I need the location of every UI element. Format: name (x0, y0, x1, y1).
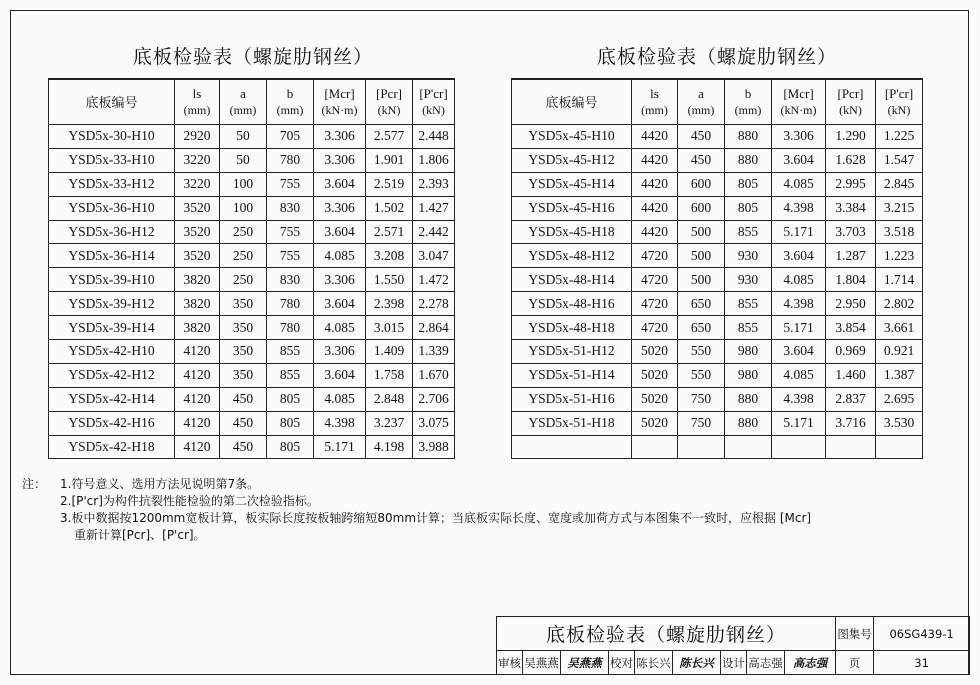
cell-b: 930 (725, 244, 772, 268)
cell-ls: 4420 (632, 172, 678, 196)
cell-b: 880 (725, 411, 772, 435)
cell-code: YSD5x-51-H16 (512, 387, 632, 411)
header-pcr-unit: (kN) (839, 103, 862, 117)
cell-code: YSD5x-39-H12 (49, 292, 175, 316)
cell-ls: 4120 (175, 387, 220, 411)
cell-mcr: 3.306 (314, 340, 366, 364)
cell-ls: 4120 (175, 340, 220, 364)
cell-a: 500 (678, 268, 725, 292)
cell-code: YSD5x-33-H12 (49, 172, 175, 196)
cell-pcr2: 2.393 (413, 172, 455, 196)
cell-pcr2: 2.278 (413, 292, 455, 316)
table-row (512, 244, 923, 268)
cell-pcr: 1.804 (826, 268, 876, 292)
cell-b: 755 (267, 220, 314, 244)
cell-ls: 4420 (632, 220, 678, 244)
cell-pcr: 2.837 (826, 387, 876, 411)
cell-pcr: 1.460 (826, 363, 876, 387)
cell-pcr2: 1.339 (413, 340, 455, 364)
cell-mcr: 3.306 (314, 125, 366, 149)
cell-a: 450 (220, 435, 267, 459)
cell-code: YSD5x-42-H18 (49, 435, 175, 459)
table-row (512, 172, 923, 196)
cell-pcr: 3.384 (826, 196, 876, 220)
cell-b: 855 (267, 363, 314, 387)
table-header-row (512, 79, 923, 125)
cell-ls: 3520 (175, 196, 220, 220)
cell-mcr: 4.085 (314, 387, 366, 411)
cell-pcr2: 2.706 (413, 387, 455, 411)
cell-mcr (772, 435, 826, 459)
cell-ls: 4120 (175, 363, 220, 387)
cell-mcr: 4.085 (314, 244, 366, 268)
cell-b: 855 (725, 220, 772, 244)
table-row (49, 411, 455, 435)
header-pcr2-symbol: [P'cr] (419, 86, 448, 101)
cell-pcr2: 1.547 (876, 148, 923, 172)
cell-code: YSD5x-48-H14 (512, 268, 632, 292)
cell-a: 450 (220, 411, 267, 435)
table-row (49, 148, 455, 172)
cell-pcr: 2.577 (366, 125, 413, 149)
atlas-label: 图集号 (836, 617, 874, 651)
cell-mcr: 5.171 (772, 411, 826, 435)
title-block (496, 616, 969, 675)
table-row (49, 387, 455, 411)
cell-pcr2: 2.845 (876, 172, 923, 196)
table-row (512, 387, 923, 411)
table-row (49, 363, 455, 387)
cell-mcr: 3.306 (314, 148, 366, 172)
table-row (49, 292, 455, 316)
cell-pcr2: 3.988 (413, 435, 455, 459)
cell-pcr2: 2.802 (876, 292, 923, 316)
cell-a: 250 (220, 220, 267, 244)
cell-mcr: 3.306 (314, 196, 366, 220)
cell-ls: 3820 (175, 268, 220, 292)
header-code: 底板编号 (512, 79, 632, 125)
cell-ls: 3220 (175, 172, 220, 196)
header-b (725, 79, 772, 125)
header-code: 底板编号 (49, 79, 175, 125)
header-pcr2-unit: (kN) (887, 103, 911, 117)
header-a-unit: (mm) (229, 103, 257, 117)
cell-a: 450 (678, 125, 725, 149)
cell-code: YSD5x-39-H10 (49, 268, 175, 292)
cell-ls: 4420 (632, 125, 678, 149)
cell-b: 755 (267, 244, 314, 268)
design-label: 设计 (721, 651, 747, 675)
table-row (512, 340, 923, 364)
header-pcr-symbol: [Pcr] (376, 86, 402, 101)
cell-mcr: 5.171 (772, 220, 826, 244)
cell-b (725, 435, 772, 459)
table-row (49, 125, 455, 149)
cell-a: 500 (678, 220, 725, 244)
cell-pcr2: 2.695 (876, 387, 923, 411)
table-row (512, 435, 923, 459)
cell-code: YSD5x-51-H18 (512, 411, 632, 435)
header-mcr (772, 79, 826, 125)
cell-b: 830 (267, 196, 314, 220)
cell-code: YSD5x-51-H12 (512, 340, 632, 364)
header-ls-symbol: ls (192, 86, 202, 101)
cell-b: 705 (267, 125, 314, 149)
cell-mcr: 3.604 (314, 220, 366, 244)
table-row (49, 172, 455, 196)
table-row (49, 268, 455, 292)
cell-b: 980 (725, 340, 772, 364)
header-pcr (826, 79, 876, 125)
atlas-number: 06SG439-1 (874, 617, 970, 651)
cell-mcr: 3.604 (314, 292, 366, 316)
table-row (49, 316, 455, 340)
cell-ls: 5020 (632, 363, 678, 387)
cell-pcr2: 2.442 (413, 220, 455, 244)
cell-code: YSD5x-48-H16 (512, 292, 632, 316)
cell-a: 550 (678, 340, 725, 364)
cell-code: YSD5x-42-H10 (49, 340, 175, 364)
cell-b: 780 (267, 316, 314, 340)
cell-pcr: 3.854 (826, 316, 876, 340)
title-block-title: 底板检验表（螺旋肋钢丝） (497, 617, 836, 651)
page-number: 31 (874, 651, 970, 675)
note-1: 1.符号意义、选用方法见说明第7条。 (60, 477, 260, 491)
note-2: 2.[P'cr]为构件抗裂性能检验的第二次检验指标。 (60, 494, 319, 508)
cell-mcr: 4.085 (772, 172, 826, 196)
cell-b: 780 (267, 148, 314, 172)
header-ls (175, 79, 220, 125)
cell-a: 650 (678, 292, 725, 316)
check-name: 陈长兴 (635, 651, 673, 675)
cell-ls: 4120 (175, 435, 220, 459)
cell-pcr2: 3.215 (876, 196, 923, 220)
cell-b: 755 (267, 172, 314, 196)
header-pcr2-unit: (kN) (422, 103, 445, 117)
table-row (512, 196, 923, 220)
design-name: 高志强 (747, 651, 785, 675)
cell-pcr: 1.290 (826, 125, 876, 149)
review-name: 吴燕燕 (523, 651, 561, 675)
check-label: 校对 (609, 651, 635, 675)
table-row (49, 220, 455, 244)
cell-mcr: 3.604 (314, 172, 366, 196)
cell-b: 855 (725, 316, 772, 340)
cell-mcr: 4.398 (772, 387, 826, 411)
cell-pcr2: 0.921 (876, 340, 923, 364)
cell-mcr: 4.085 (314, 316, 366, 340)
cell-mcr: 3.604 (772, 340, 826, 364)
cell-a (678, 435, 725, 459)
cell-mcr: 4.398 (772, 292, 826, 316)
cell-ls: 5020 (632, 340, 678, 364)
cell-b: 880 (725, 387, 772, 411)
notes-label: 注： (22, 477, 47, 491)
header-a-symbol: a (698, 86, 704, 101)
header-mcr-unit: (kN·m) (780, 103, 817, 117)
cell-mcr: 4.085 (772, 268, 826, 292)
cell-pcr2 (876, 435, 923, 459)
cell-pcr2: 3.518 (876, 220, 923, 244)
cell-a: 500 (678, 244, 725, 268)
table-row (49, 340, 455, 364)
cell-b: 855 (725, 292, 772, 316)
cell-a: 350 (220, 316, 267, 340)
cell-pcr: 3.208 (366, 244, 413, 268)
page-label: 页 (836, 651, 874, 675)
cell-code: YSD5x-36-H12 (49, 220, 175, 244)
cell-a: 350 (220, 340, 267, 364)
header-pcr2-symbol: [P'cr] (884, 86, 914, 101)
cell-a: 50 (220, 125, 267, 149)
cell-a: 450 (678, 148, 725, 172)
cell-pcr: 1.502 (366, 196, 413, 220)
cell-pcr2: 3.075 (413, 411, 455, 435)
header-a-symbol: a (240, 86, 246, 101)
cell-a: 350 (220, 363, 267, 387)
cell-code: YSD5x-39-H14 (49, 316, 175, 340)
cell-b: 805 (725, 196, 772, 220)
cell-ls: 5020 (632, 411, 678, 435)
cell-pcr2: 1.714 (876, 268, 923, 292)
cell-code: YSD5x-42-H14 (49, 387, 175, 411)
left-table-title: 底板检验表（螺旋肋钢丝） (133, 46, 374, 68)
cell-mcr: 3.306 (772, 125, 826, 149)
cell-code: YSD5x-42-H12 (49, 363, 175, 387)
cell-ls: 4420 (632, 196, 678, 220)
cell-a: 350 (220, 292, 267, 316)
header-b-unit: (mm) (276, 103, 304, 117)
cell-mcr: 3.604 (314, 363, 366, 387)
header-b-unit: (mm) (734, 103, 762, 117)
cell-code: YSD5x-45-H18 (512, 220, 632, 244)
cell-pcr2: 2.448 (413, 125, 455, 149)
header-b (267, 79, 314, 125)
cell-ls (632, 435, 678, 459)
header-pcr2 (413, 79, 455, 125)
cell-code: YSD5x-36-H10 (49, 196, 175, 220)
header-mcr (314, 79, 366, 125)
cell-a: 750 (678, 387, 725, 411)
cell-pcr: 3.716 (826, 411, 876, 435)
cell-ls: 3820 (175, 316, 220, 340)
cell-b: 980 (725, 363, 772, 387)
cell-ls: 4720 (632, 292, 678, 316)
cell-pcr: 3.237 (366, 411, 413, 435)
cell-mcr: 4.085 (772, 363, 826, 387)
table-row (512, 268, 923, 292)
header-mcr-symbol: [Mcr] (324, 86, 355, 101)
cell-ls: 5020 (632, 387, 678, 411)
cell-ls: 4720 (632, 316, 678, 340)
cell-a: 50 (220, 148, 267, 172)
header-mcr-unit: (kN·m) (321, 103, 358, 117)
cell-mcr: 4.398 (314, 411, 366, 435)
cell-code: YSD5x-45-H16 (512, 196, 632, 220)
cell-pcr2: 1.670 (413, 363, 455, 387)
cell-a: 100 (220, 172, 267, 196)
header-pcr (366, 79, 413, 125)
header-ls-unit: (mm) (641, 103, 668, 117)
cell-pcr: 1.550 (366, 268, 413, 292)
cell-ls: 4420 (632, 148, 678, 172)
cell-pcr: 3.015 (366, 316, 413, 340)
cell-b: 855 (267, 340, 314, 364)
table-row (512, 220, 923, 244)
cell-a: 600 (678, 196, 725, 220)
cell-pcr: 1.409 (366, 340, 413, 364)
note-3: 3.板中数据按1200mm宽板计算，板实际长度按板轴跨缩短80mm计算；当底板实际长度、宽度或加荷方式与本图集不一致时，应根据 [Mcr] (60, 511, 812, 525)
cell-b: 930 (725, 268, 772, 292)
header-a (220, 79, 267, 125)
cell-a: 450 (220, 387, 267, 411)
header-a-unit: (mm) (687, 103, 715, 117)
cell-a: 250 (220, 244, 267, 268)
notes-block (22, 476, 811, 544)
table-row (512, 316, 923, 340)
cell-a: 650 (678, 316, 725, 340)
header-a (678, 79, 725, 125)
cell-ls: 4720 (632, 268, 678, 292)
left-inspection-table (48, 78, 455, 459)
cell-mcr: 3.604 (772, 244, 826, 268)
cell-ls: 3220 (175, 148, 220, 172)
header-ls (632, 79, 678, 125)
cell-mcr: 3.306 (314, 268, 366, 292)
cell-code: YSD5x-30-H10 (49, 125, 175, 149)
table-row (49, 196, 455, 220)
cell-mcr: 4.398 (772, 196, 826, 220)
cell-pcr: 2.519 (366, 172, 413, 196)
header-ls-unit: (mm) (183, 103, 211, 117)
header-mcr-symbol: [Mcr] (783, 86, 814, 101)
cell-ls: 3520 (175, 244, 220, 268)
cell-pcr2: 1.223 (876, 244, 923, 268)
cell-pcr: 1.628 (826, 148, 876, 172)
cell-pcr2: 3.047 (413, 244, 455, 268)
table-row (512, 292, 923, 316)
check-signature: 陈长兴 (673, 651, 721, 675)
cell-ls: 3520 (175, 220, 220, 244)
cell-ls: 3820 (175, 292, 220, 316)
cell-b: 805 (267, 387, 314, 411)
table-row (512, 125, 923, 149)
header-pcr2 (876, 79, 923, 125)
note-3-continued: 重新计算[Pcr]、[P'cr]。 (74, 528, 206, 542)
cell-ls: 4120 (175, 411, 220, 435)
table-row (49, 435, 455, 459)
header-ls-symbol: ls (650, 86, 659, 101)
cell-code: YSD5x-45-H12 (512, 148, 632, 172)
cell-pcr: 2.950 (826, 292, 876, 316)
table-row (512, 411, 923, 435)
cell-pcr: 4.198 (366, 435, 413, 459)
cell-pcr (826, 435, 876, 459)
cell-mcr: 5.171 (314, 435, 366, 459)
review-signature: 吴燕燕 (561, 651, 609, 675)
cell-pcr: 0.969 (826, 340, 876, 364)
cell-pcr2: 1.472 (413, 268, 455, 292)
cell-b: 830 (267, 268, 314, 292)
cell-pcr2: 2.864 (413, 316, 455, 340)
cell-a: 100 (220, 196, 267, 220)
header-b-symbol: b (286, 86, 294, 101)
table-row (512, 363, 923, 387)
cell-code: YSD5x-45-H14 (512, 172, 632, 196)
cell-code: YSD5x-45-H10 (512, 125, 632, 149)
cell-mcr: 3.604 (772, 148, 826, 172)
design-signature: 高志强 (785, 651, 836, 675)
cell-code: YSD5x-33-H10 (49, 148, 175, 172)
cell-a: 750 (678, 411, 725, 435)
cell-pcr2: 1.387 (876, 363, 923, 387)
cell-code: YSD5x-51-H14 (512, 363, 632, 387)
review-label: 审核 (497, 651, 523, 675)
cell-a: 550 (678, 363, 725, 387)
cell-pcr2: 3.661 (876, 316, 923, 340)
header-pcr-unit: (kN) (377, 103, 401, 117)
cell-code: YSD5x-48-H12 (512, 244, 632, 268)
cell-b: 805 (267, 411, 314, 435)
cell-pcr: 2.995 (826, 172, 876, 196)
cell-pcr2: 3.530 (876, 411, 923, 435)
cell-pcr2: 1.225 (876, 125, 923, 149)
cell-b: 880 (725, 148, 772, 172)
cell-ls: 4720 (632, 244, 678, 268)
cell-pcr2: 1.806 (413, 148, 455, 172)
cell-ls: 2920 (175, 125, 220, 149)
cell-mcr: 5.171 (772, 316, 826, 340)
cell-code: YSD5x-36-H14 (49, 244, 175, 268)
table-row (49, 244, 455, 268)
header-pcr-symbol: [Pcr] (837, 86, 864, 101)
header-b-symbol: b (744, 86, 752, 101)
cell-pcr: 2.848 (366, 387, 413, 411)
cell-b: 880 (725, 125, 772, 149)
cell-a: 250 (220, 268, 267, 292)
table-header-row (49, 79, 455, 125)
cell-pcr: 2.398 (366, 292, 413, 316)
cell-b: 805 (725, 172, 772, 196)
right-table-title: 底板检验表（螺旋肋钢丝） (597, 46, 838, 68)
right-inspection-table (511, 78, 923, 459)
cell-pcr2: 1.427 (413, 196, 455, 220)
table-row (512, 148, 923, 172)
cell-pcr: 1.901 (366, 148, 413, 172)
cell-code: YSD5x-42-H16 (49, 411, 175, 435)
cell-b: 780 (267, 292, 314, 316)
cell-pcr: 1.758 (366, 363, 413, 387)
cell-pcr: 3.703 (826, 220, 876, 244)
cell-pcr: 1.287 (826, 244, 876, 268)
cell-code: YSD5x-48-H18 (512, 316, 632, 340)
cell-a: 600 (678, 172, 725, 196)
cell-code (512, 435, 632, 459)
cell-pcr: 2.571 (366, 220, 413, 244)
cell-b: 805 (267, 435, 314, 459)
